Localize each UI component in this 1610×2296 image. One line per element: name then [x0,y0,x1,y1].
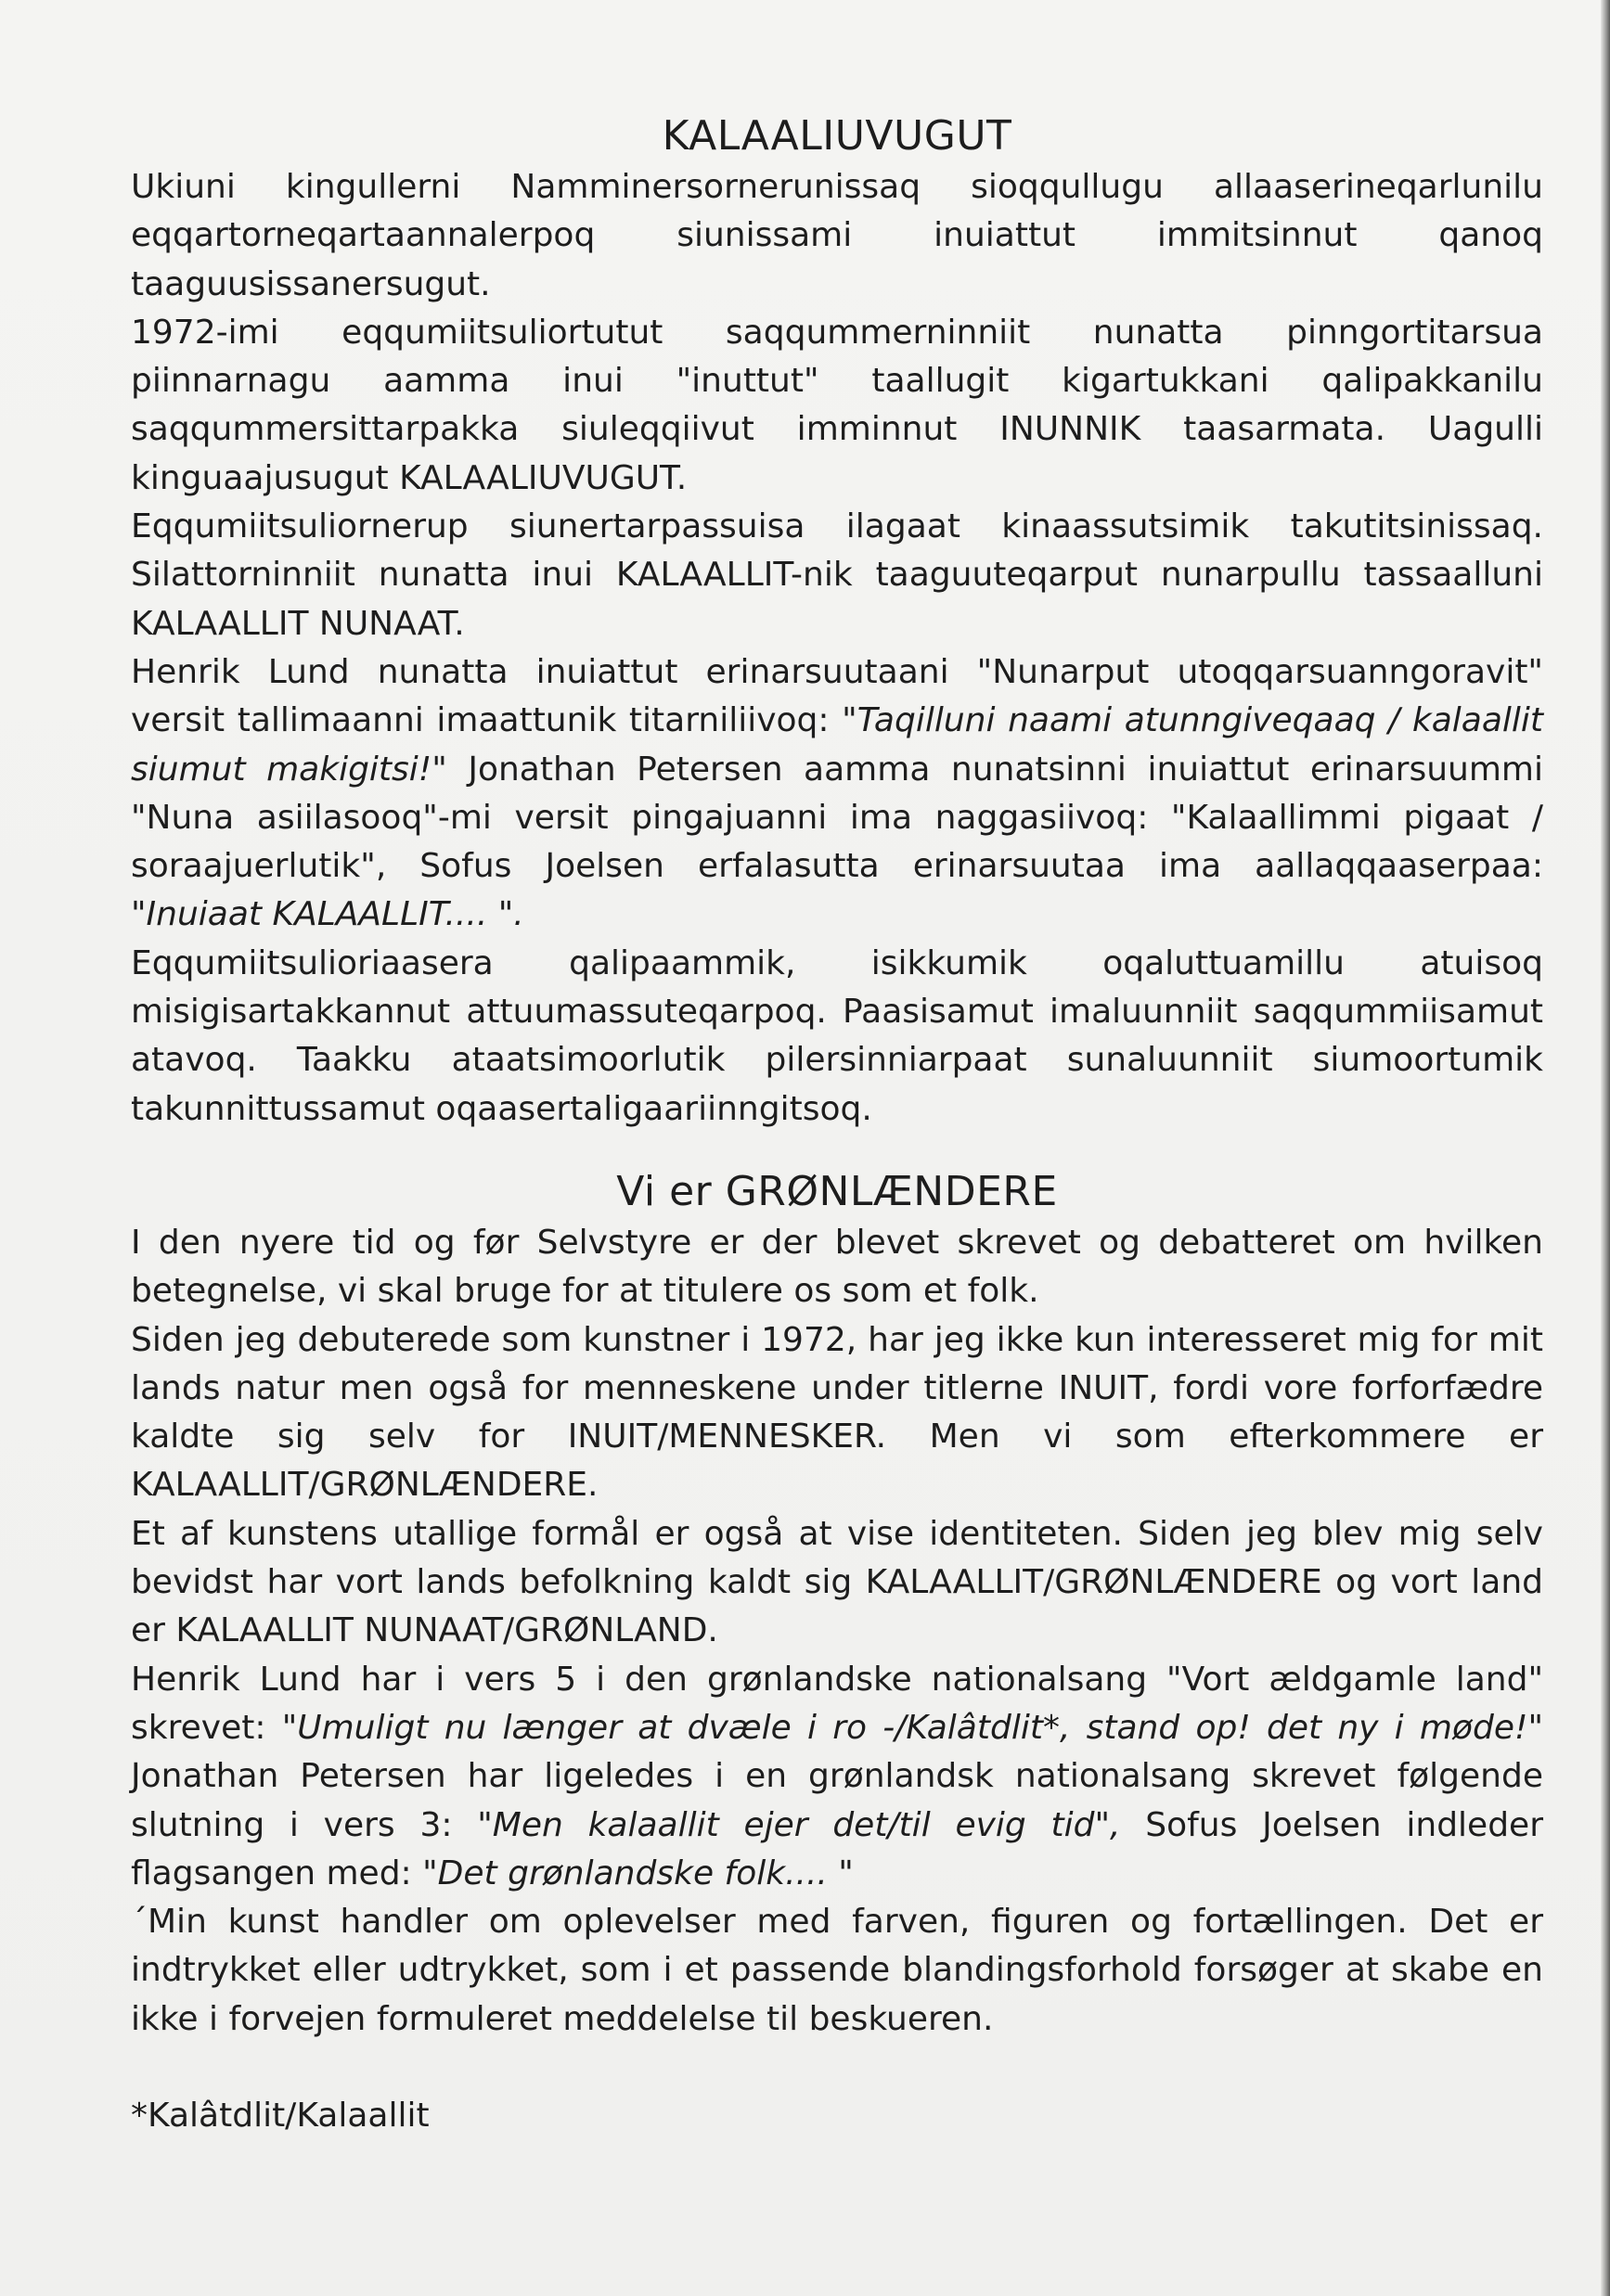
italic-quote: "Taqilluni naami atunngiveqaaq / kalaallit siumut makigitsi!" [131,701,1544,789]
section-body [131,1219,1543,2044]
section-vi-er-gronlaendere [131,1165,1543,2044]
italic-quote: "Umuligt nu længer at dvæle i ro -/Kalâtdlit*, stand op! det ny i møde!" [281,1708,1543,1747]
paragraph [131,940,1543,1134]
page-edge-shadow [1601,0,1610,2296]
section-title: Vi er GRØNLÆNDERE [616,1167,1058,1215]
text-run: Sofus Joelsen indleder flagsangen med: [131,1805,1543,1892]
paragraph [131,1510,1543,1656]
text-run: Et af kunstens utallige formål er også at vise identiteten. Siden jeg blev mig selv bevidst har vort lands befolkning kaldt sig KALAALLIT/GRØNLÆNDERE og vort land er KALAALLIT NUNAAT/GRØNLAND. [131,1514,1543,1650]
section-title: KALAALIUVUGUT [662,112,1012,160]
text-run: I den nyere tid og før Selvstyre er der blevet skrevet og debatteret om hvilken betegnelse, vi skal bruge for at titulere os som et folk. [131,1223,1543,1311]
document-content [131,109,1543,2140]
paragraph [131,503,1543,648]
text-run: Henrik Lund har i vers 5 i den grønlandske nationalsang "Vort ældgamle land" skrevet: [131,1660,1543,1747]
paragraph [131,163,1543,309]
text-run: Henrik Lund nunatta inuiattut erinarsuutaani "Nunarput utoqqarsuanngoravit" versit tallimaanni imaattunik titarniliivoq: [131,652,1543,740]
paragraph [131,309,1543,503]
paragraph [131,1898,1543,2044]
paragraph [131,1656,1543,1898]
text-run: Ukiuni kingullerni Namminersornerunissaq sioqqullugu allaaserineqarlunilu eqqartorneqartaannalerpoq siunissami inuiattut immitsinnut qanoq taaguusissanersugut. [131,168,1543,303]
paragraph [131,1219,1543,1316]
section-kalaaliuvugut [131,109,1543,1134]
italic-quote: "Det grønlandske folk.... " [422,1853,854,1892]
text-run: Jonathan Petersen har ligeledes i en grønlandsk nationalsang skrevet følgende slutning i vers 3: [131,1757,1543,1844]
text-run: Eqqumiitsulioriaasera qalipaammik, isikkumik oqaluttuamillu atuisoq misigisartakkannut attuumassuteqarpoq. Paasisamut imaluunniit saqqummiisamut atavoq. Taakku ataatsimoorlutik pilersinniarpaat sunaluunniit siumoortumik takunnittussamut oqaasertaligaariinngitsoq. [131,943,1543,1128]
text-run: 1972-imi eqqumiitsuliortutut saqqummerninniit nunatta pinngortitarsua piinnarnagu aamma inui "inuttut" taallugit kigartukkani qalipakkanilu saqqummersittarpakka siuleqqiivut imminnut INUNNIK taasarmata. Uagulli kinguaajusugut KALAALIUVUGUT. [131,313,1543,497]
text-run: Eqqumiitsuliornerup siunertarpassuisa ilagaat kinaassutsimik takutitsinissaq. Silattorninniit nunatta inui KALAALLIT-nik taaguuteqarput nunarpullu tassaalluni KALAALLIT NUNAAT. [131,507,1543,643]
italic-quote: "Inuiaat KALAALLIT.... ". [131,895,524,934]
text-run: ´Min kunst handler om oplevelser med farven, figuren og fortællingen. Det er indtrykket eller udtrykket, som i et passende blandingsforhold forsøger at skabe en ikke i forvejen formuleret meddelelse til beskueren. [131,1903,1543,2038]
footnote: *Kalâtdlit/Kalaallit [131,2096,430,2135]
italic-quote: "Men kalaallit ejer det/til evig tid", [477,1805,1121,1844]
text-run: Jonathan Petersen aamma nunatsinni inuiattut erinarsuummi "Nuna asiilasooq"-mi versit pingajuanni ima naggasiivoq: "Kalaallimmi pigaat / soraajuerlutik", Sofus Joelsen erfalasutta erinarsuutaa ima aallaqqaaserpaa: [131,750,1543,886]
paragraph [131,1316,1543,1510]
text-run: Siden jeg debuterede som kunstner i 1972, har jeg ikke kun interesseret mig for mit lands natur men også for menneskene under titlerne INUIT, fordi vore forforfædre kaldte sig selv for INUIT/MENNESKER. Men vi som efterkommere er KALAALLIT/GRØNLÆNDERE. [131,1320,1543,1505]
paragraph [131,648,1543,940]
section-body [131,163,1543,1134]
